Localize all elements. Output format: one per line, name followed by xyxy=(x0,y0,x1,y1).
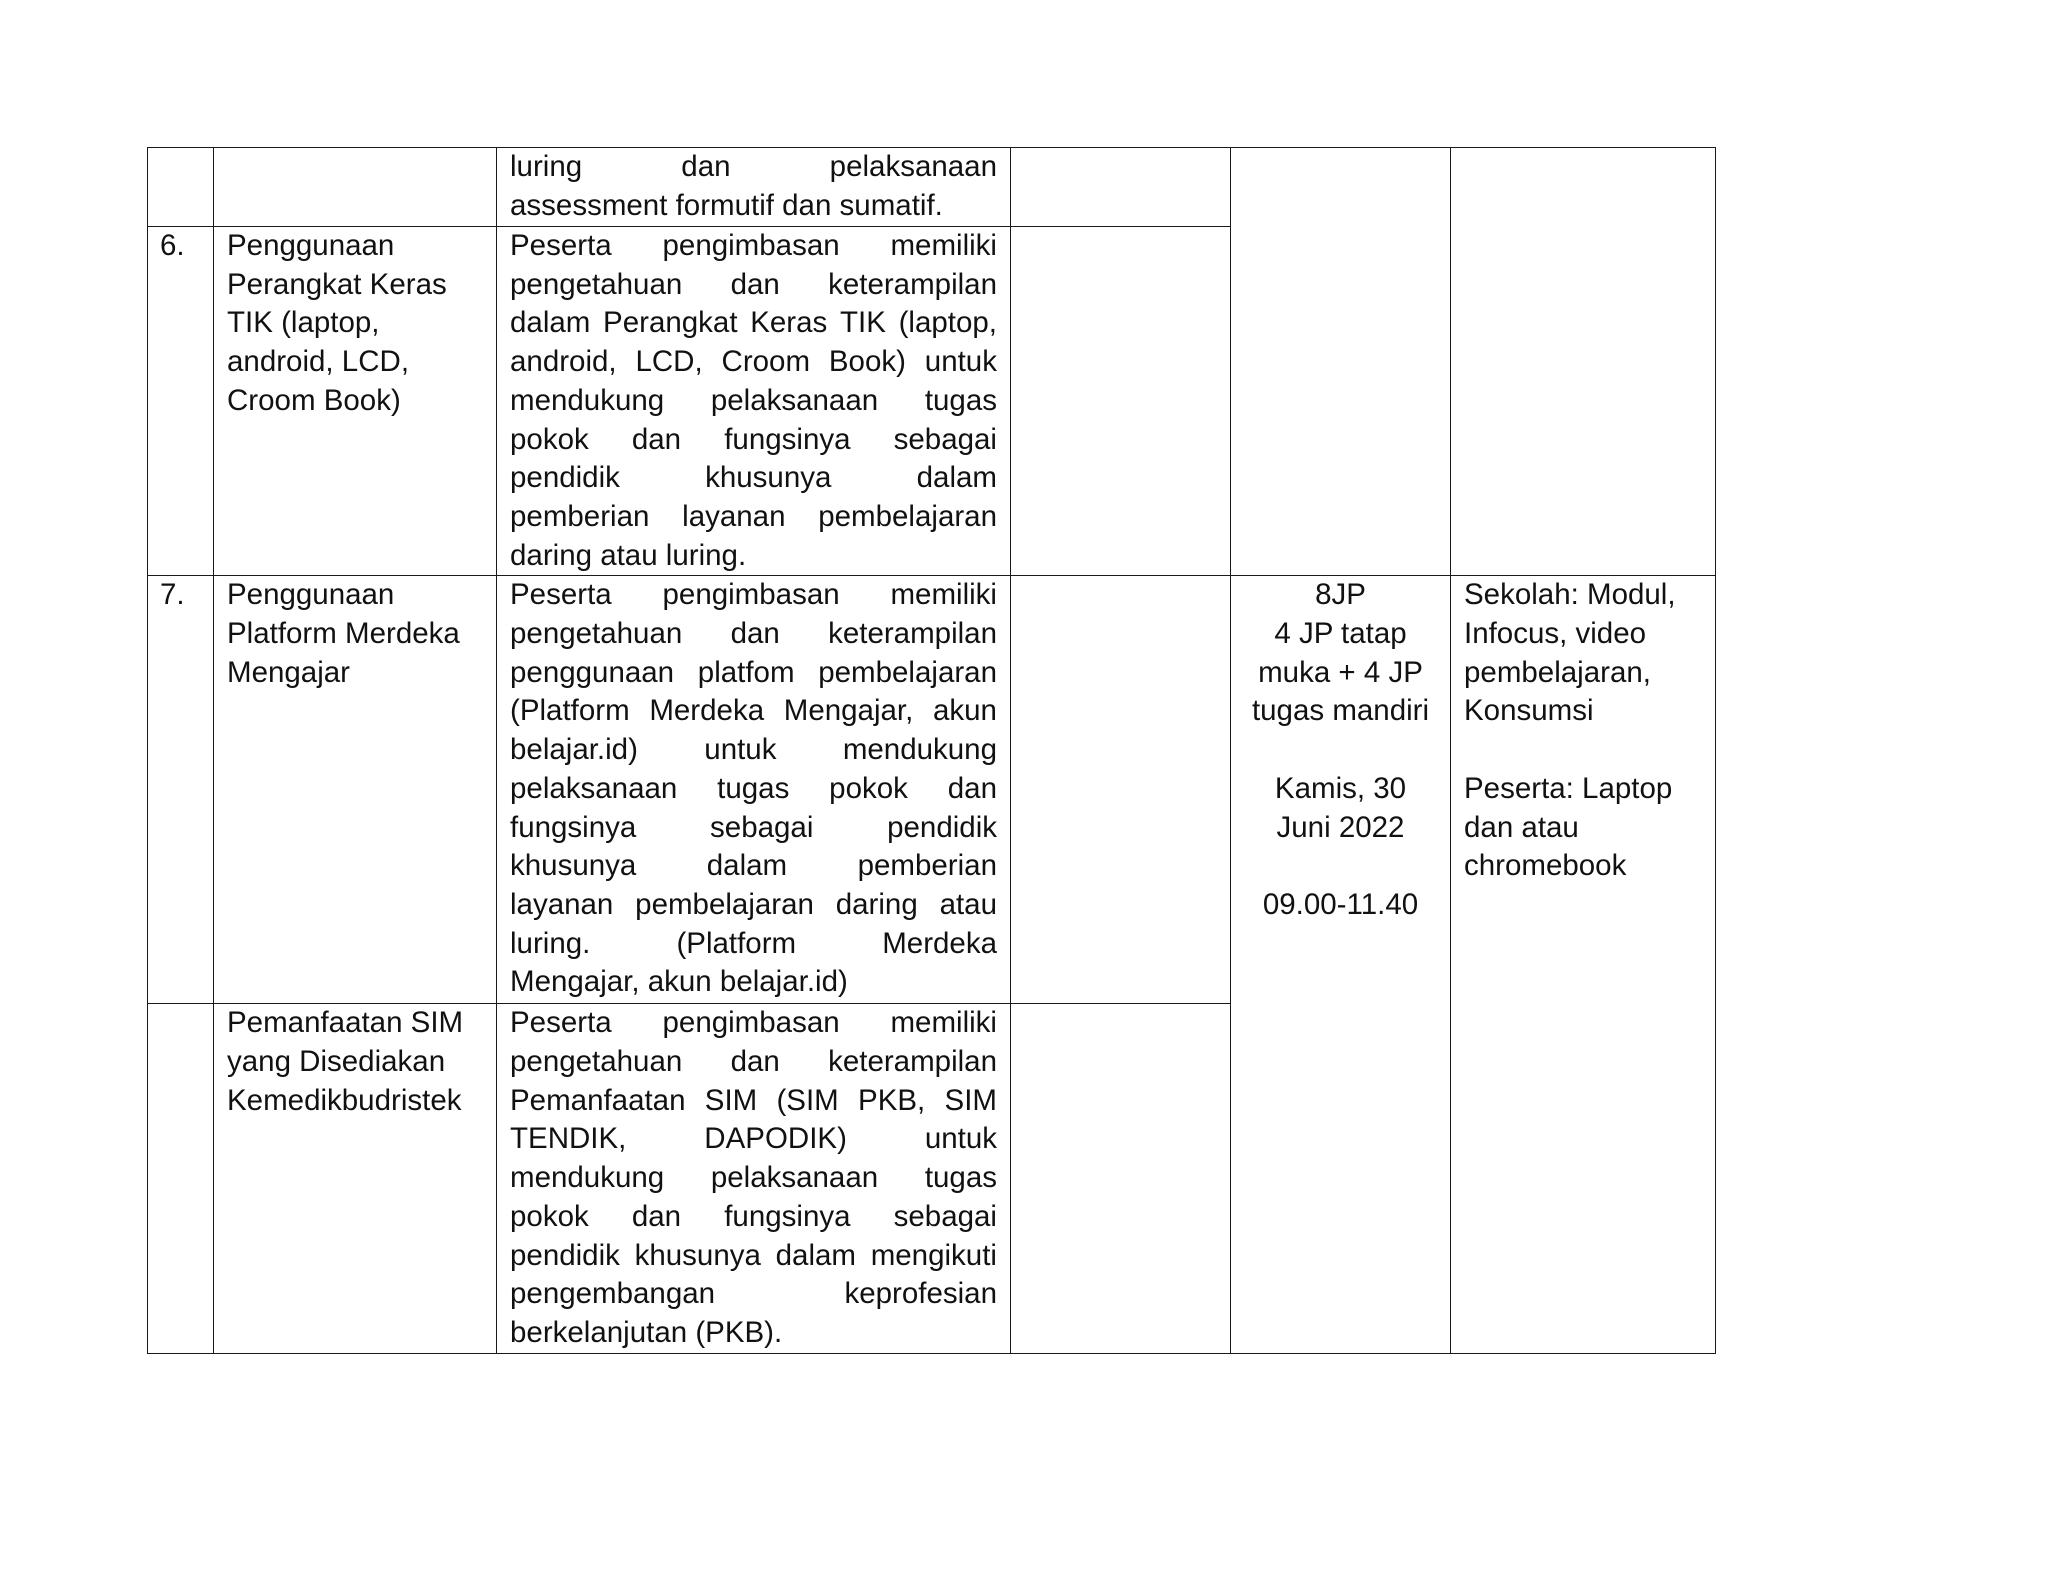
description-cell xyxy=(497,1004,1011,1353)
jp-detail: tugas mandiri xyxy=(1251,694,1430,728)
resources-cell xyxy=(1451,576,1716,1353)
description-line: khusunya dalam pemberian xyxy=(510,849,997,883)
description-line: Mengajar, akun belajar.id) xyxy=(510,965,848,999)
description-line: pokok dan fungsinya sebagai xyxy=(510,1199,997,1233)
empty-cell xyxy=(1011,227,1231,576)
description-line: (Platform Merdeka Mengajar, akun xyxy=(510,694,997,728)
jp-total: 8JP xyxy=(1315,578,1366,612)
topic-line: TIK (laptop, xyxy=(227,306,380,340)
resource-line: pembelajaran, xyxy=(1464,655,1651,689)
resource-line: chromebook xyxy=(1464,849,1627,883)
resource-line: Infocus, video xyxy=(1464,617,1647,651)
description-cell xyxy=(497,576,1011,1004)
empty-cell xyxy=(1011,148,1231,227)
session-hours: 09.00-11.40 xyxy=(1262,887,1419,921)
description-line: dalam Perangkat Keras TIK (laptop, xyxy=(510,306,997,340)
session-day: Kamis, 30 xyxy=(1274,771,1407,805)
topic-line: yang Disediakan xyxy=(227,1045,446,1079)
description-line: fungsinya sebagai pendidik xyxy=(510,810,997,844)
topic-line: Croom Book) xyxy=(227,383,401,417)
description-line: pengembangan keprofesian xyxy=(510,1277,997,1311)
table-row-7 xyxy=(148,576,1716,1004)
spacer xyxy=(1239,847,1442,886)
description-cell xyxy=(497,148,1011,227)
description-line: android, LCD, Croom Book) untuk xyxy=(510,345,997,379)
description-line: penggunaan platfom pembelajaran xyxy=(510,655,997,689)
description-line: daring atau luring. xyxy=(510,538,747,572)
empty-cell xyxy=(1011,1004,1231,1353)
description-line: TENDIK, DAPODIK) untuk xyxy=(510,1122,997,1156)
topic-line: Mengajar xyxy=(227,655,350,689)
description-line: pengetahuan dan keterampilan xyxy=(510,267,997,301)
topic-cell xyxy=(214,227,497,576)
description-line: Peserta pengimbasan memiliki xyxy=(510,578,997,612)
description-line: luring dan pelaksanaan xyxy=(510,150,997,183)
spacer xyxy=(1464,731,1702,770)
description-line: pengetahuan dan keterampilan xyxy=(510,617,997,651)
topic-line: Penggunaan xyxy=(227,229,395,262)
spacer xyxy=(1239,731,1442,770)
description-line: pengetahuan dan keterampilan xyxy=(510,1045,997,1079)
topic-cell xyxy=(214,1004,497,1353)
row-number: 6. xyxy=(148,227,214,576)
description-line: Peserta pengimbasan memiliki xyxy=(510,1006,997,1040)
no-cell xyxy=(148,148,214,227)
topic-line: Kemedikbudristek xyxy=(227,1083,462,1117)
description-line: Pemanfaatan SIM (SIM PKB, SIM xyxy=(510,1083,997,1117)
description-line: luring. (Platform Merdeka xyxy=(510,926,997,960)
description-line: assessment formutif dan sumatif. xyxy=(510,188,943,222)
topic-cell xyxy=(214,576,497,1004)
table-row-continued xyxy=(148,148,1716,227)
resources-cell xyxy=(1451,148,1716,576)
topic-line: Platform Merdeka xyxy=(227,617,460,651)
resource-line: Sekolah: Modul, xyxy=(1464,578,1676,612)
topic-line: Penggunaan xyxy=(227,578,395,612)
time-cell xyxy=(1231,148,1451,576)
description-cell xyxy=(497,227,1011,576)
description-line: berkelanjutan (PKB). xyxy=(510,1315,783,1349)
topic-line: Pemanfaatan SIM xyxy=(227,1006,464,1040)
description-line: pokok dan fungsinya sebagai xyxy=(510,422,997,456)
resource-line: Konsumsi xyxy=(1464,694,1594,728)
jp-detail: 4 JP tatap xyxy=(1274,617,1407,651)
description-line: layanan pembelajaran daring atau xyxy=(510,887,997,921)
resource-line: dan atau xyxy=(1464,810,1579,844)
topic-line: Perangkat Keras xyxy=(227,267,447,301)
session-date: Juni 2022 xyxy=(1276,810,1405,844)
description-line: pemberian layanan pembelajaran xyxy=(510,499,997,533)
description-line: pelaksanaan tugas pokok dan xyxy=(510,771,997,805)
description-line: pendidik khusunya dalam mengikuti xyxy=(510,1238,997,1272)
description-line: mendukung pelaksanaan tugas xyxy=(510,383,997,417)
description-line: belajar.id) untuk mendukung xyxy=(510,733,997,767)
activity-table xyxy=(147,147,1716,1354)
description-line: pendidik khusunya dalam xyxy=(510,461,997,495)
topic-line: android, LCD, xyxy=(227,345,410,379)
resource-line: Peserta: Laptop xyxy=(1464,771,1673,805)
topic-cell xyxy=(214,148,497,227)
no-cell xyxy=(148,1004,214,1353)
empty-cell xyxy=(1011,576,1231,1004)
jp-detail: muka + 4 JP xyxy=(1258,655,1423,689)
description-line: Peserta pengimbasan memiliki xyxy=(510,229,997,262)
time-cell xyxy=(1231,576,1451,1353)
row-number: 7. xyxy=(148,576,214,1004)
description-line: mendukung pelaksanaan tugas xyxy=(510,1161,997,1195)
